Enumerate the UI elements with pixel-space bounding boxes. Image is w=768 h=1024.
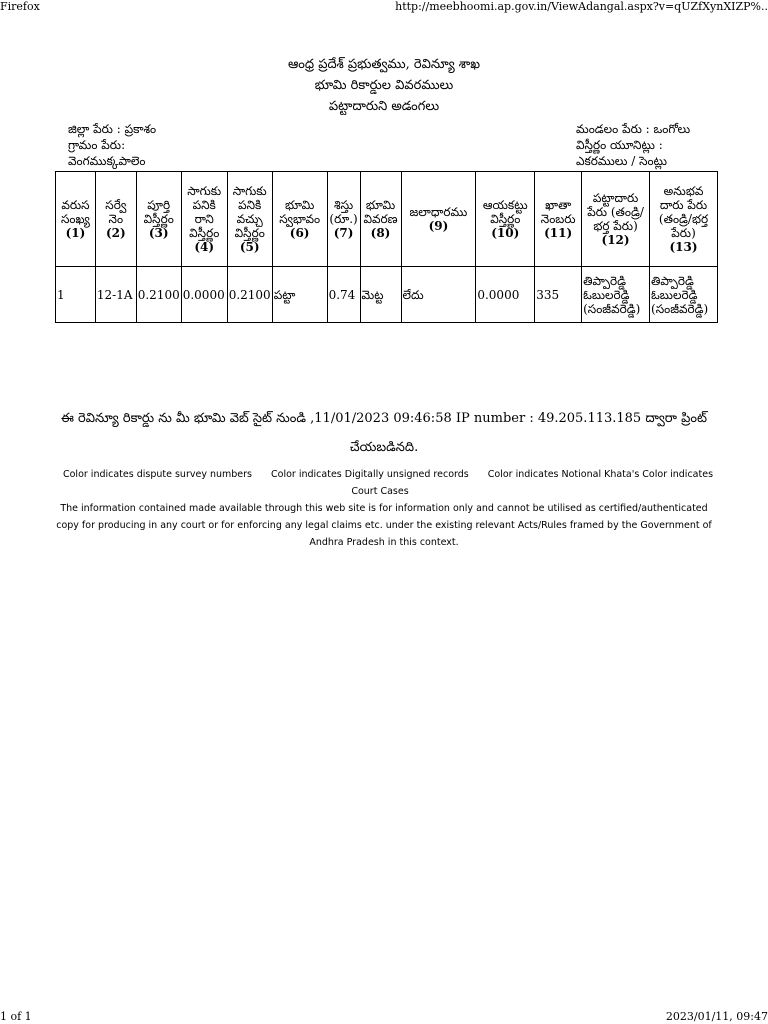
table-cell: పట్టా	[272, 267, 327, 323]
column-header-number: (2)	[105, 226, 126, 240]
column-header	[136, 172, 181, 267]
legend-unsigned: Color indicates Digitally unsigned records	[271, 469, 469, 480]
column-header-number: (11)	[544, 226, 573, 240]
village-label: గ్రామం పేరు:	[68, 138, 126, 152]
adangal-title: పట్టాదారుని అడంగలు	[328, 99, 440, 114]
column-header-label: అనుభవ దారు పేరు (తండ్రి/భర్త పేరు)	[658, 184, 709, 240]
column-header-number: (1)	[65, 226, 86, 240]
government-title: ఆంధ్ర ప్రదేశ్ ప్రభుత్వము, రెవిన్యూ శాఖ	[287, 57, 481, 72]
column-header	[95, 172, 136, 267]
table-cell: 0.2100	[227, 267, 272, 323]
column-header-label: ఆయకట్టు విస్తీర్ణం	[482, 198, 528, 226]
column-header-number: (3)	[148, 226, 169, 240]
column-header-label: ఖాతా నెంబరు	[540, 198, 576, 226]
column-header-number: (7)	[333, 226, 354, 240]
village-name: వెంగముక్కపాలెం	[68, 154, 146, 168]
table-header-row	[56, 172, 718, 267]
column-header	[227, 172, 272, 267]
table-cell: తిప్పారెడ్డి ఓబులరెడ్డి (సంజీవరెడ్డి)	[650, 267, 718, 323]
column-header-label: భూమి స్వభావం	[279, 198, 321, 226]
column-header	[181, 172, 227, 267]
print-note: ఈ రెవిన్యూ రికార్డు ను మీ భూమి వెబ్ సైట్ నుండి ,11/01/2023 09:46:58 IP number : 49.205.113.185 ద్వారా ప్రింట్ చేయబడినది.	[60, 411, 707, 455]
table-cell: 335	[535, 267, 582, 323]
table-row	[56, 267, 718, 323]
column-header	[360, 172, 401, 267]
column-header-number: (4)	[194, 240, 215, 254]
page-count: 1 of 1	[0, 1010, 32, 1023]
table-body	[56, 267, 718, 323]
meta-right	[576, 121, 690, 169]
column-header	[327, 172, 360, 267]
column-header	[401, 172, 476, 267]
column-header-label: పూర్తి విస్తీర్ణం	[143, 198, 174, 226]
legend-dispute: Color indicates dispute survey numbers	[62, 469, 252, 480]
document-titles	[0, 54, 768, 117]
column-header	[272, 172, 327, 267]
table-cell: లేదు	[401, 267, 476, 323]
column-header	[535, 172, 582, 267]
area-unit-value: ఎకరములు / సెంట్లు	[576, 154, 668, 168]
print-datetime: 2023/01/11, 09:47	[665, 1010, 768, 1023]
district-name: జిల్లా పేరు : ప్రకాశం	[68, 122, 157, 136]
column-header-label: సాగుకు పనికి రాని విస్తీర్ణం	[187, 184, 222, 240]
meta-left	[68, 121, 156, 169]
land-records-table	[55, 171, 718, 323]
column-header-number: (9)	[428, 219, 449, 233]
table-cell: 0.0000	[181, 267, 227, 323]
column-header-label: భూమి వివరణ	[363, 198, 398, 226]
table-cell: 0.2100	[136, 267, 181, 323]
browser-name: Firefox	[0, 0, 40, 13]
column-header-label: సర్వే నెం	[105, 198, 127, 226]
column-header-number: (13)	[669, 240, 698, 254]
column-header	[650, 172, 718, 267]
page-url: http://meebhoomi.ap.gov.in/ViewAdangal.aspx?v=qUZfXynXIZP%..	[395, 0, 768, 13]
column-header-number: (12)	[601, 233, 630, 247]
column-header	[582, 172, 650, 267]
table-cell: 12-1A	[95, 267, 136, 323]
column-header-number: (10)	[491, 226, 520, 240]
table-cell: 1	[56, 267, 96, 323]
column-header	[476, 172, 535, 267]
column-header-number: (8)	[370, 226, 391, 240]
column-header-label: జలాధారము	[409, 205, 468, 219]
column-header-label: సాగుకు పనికి వచ్చు విస్తీర్ణం	[232, 184, 267, 240]
disclaimer: The information contained made available through this web site is for information only and cannot be utilised as certified/authenticated copy for producing in any court or for enforcing any legal claims etc. under the existing relevant Acts/Rules framed by the Government of Andhra Pradesh in this context.	[56, 503, 712, 548]
column-header-number: (6)	[289, 226, 310, 240]
column-header-number: (5)	[239, 240, 260, 254]
column-header-label: పట్టాదారు పేరు (తండ్రి/భర్త పేరు)	[587, 191, 644, 233]
table-cell: 0.74	[327, 267, 360, 323]
area-unit-label: విస్తీర్ణం యూనిట్లు :	[576, 138, 663, 152]
column-header	[56, 172, 96, 267]
table-cell: 0.0000	[476, 267, 535, 323]
color-legend	[50, 467, 718, 500]
table-cell: మెట్ట	[360, 267, 401, 323]
column-header-label: వరుస సంఖ్య	[60, 198, 90, 226]
column-header-label: శిస్తు (రూ.)	[329, 198, 358, 226]
table-cell: తిప్పారెడ్డి ఓబులరెడ్డి (సంజీవరెడ్డి)	[582, 267, 650, 323]
legend-notional: Color indicates Notional Khata's Color indicates Court Cases	[351, 469, 714, 497]
mandal-name: మండలం పేరు : ఒంగోలు	[576, 122, 691, 136]
records-title: భూమి రికార్డుల వివరములు	[314, 78, 454, 93]
